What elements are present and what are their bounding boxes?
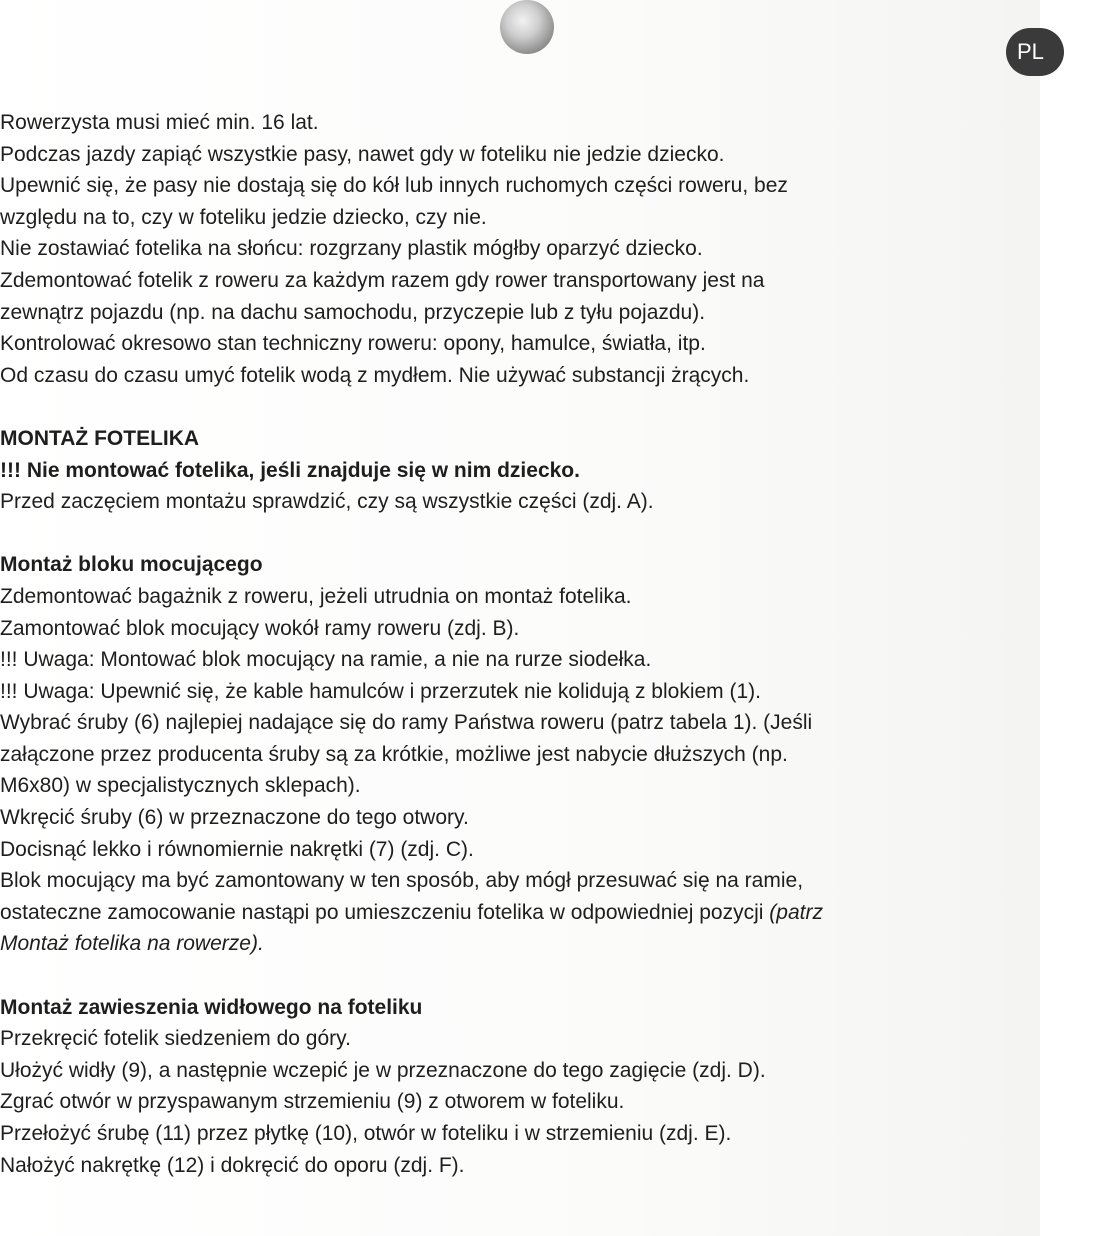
text-line: Ułożyć widły (9), a następnie wczepić je w przeznaczone do tego zagięcie (zdj. D).	[0, 1058, 766, 1082]
text-line: względu na to, czy w foteliku jedzie dziecko, czy nie.	[0, 205, 487, 229]
text-line: !!! Uwaga: Upewnić się, że kable hamulców i przerzutek nie kolidują z blokiem (1).	[0, 679, 761, 703]
text-line: Kontrolować okresowo stan techniczny roweru: opony, hamulce, światła, itp.	[0, 332, 706, 356]
text-line: Upewnić się, że pasy nie dostają się do kół lub innych ruchomych części roweru, bez	[0, 174, 788, 198]
italic-reference: Montaż fotelika na rowerze).	[0, 932, 264, 956]
section-heading-fork: Montaż zawieszenia widłowego na foteliku	[0, 995, 423, 1019]
spacer	[0, 518, 1100, 550]
text-line: Wkręcić śruby (6) w przeznaczone do tego otwory.	[0, 806, 469, 830]
text-line: Wybrać śruby (6) najlepiej nadające się do ramy Państwa roweru (patrz tabela 1). (Jeśli	[0, 711, 813, 735]
text-line: Zgrać otwór w przyspawanym strzemieniu (9) z otworem w foteliku.	[0, 1090, 625, 1114]
text-line: Rowerzysta musi mieć min. 16 lat.	[0, 111, 319, 134]
section-heading-block: Montaż bloku mocującego	[0, 553, 263, 577]
section-heading-assembly: MONTAŻ FOTELIKA	[0, 426, 200, 450]
instructions-text	[0, 107, 1100, 1181]
text-line: Przełożyć śrubę (11) przez płytkę (10), otwór w foteliku i w strzemieniu (zdj. E).	[0, 1122, 732, 1145]
text-line: Przekręcić fotelik siedzeniem do góry.	[0, 1027, 351, 1051]
text-line: załączone przez producenta śruby są za krótkie, możliwe jest nabycie dłuższych (np.	[0, 742, 788, 766]
text-line: Od czasu do czasu umyć fotelik wodą z mydłem. Nie używać substancji żrących.	[0, 363, 750, 387]
text-line: zewnątrz pojazdu (np. na dachu samochodu, przyczepie lub z tyłu pojazdu).	[0, 300, 706, 324]
spacer	[0, 960, 1100, 992]
text-line: Przed zaczęciem montażu sprawdzić, czy są wszystkie części (zdj. A).	[0, 490, 654, 514]
assembly-warning: !!! Nie montować fotelika, jeśli znajduje się w nim dziecko.	[0, 458, 580, 482]
text-line: Docisnąć lekko i równomiernie nakrętki (7) (zdj. C).	[0, 837, 474, 861]
language-badge: PL	[1006, 28, 1064, 76]
text-line: M6x80) w specjalistycznych sklepach).	[0, 774, 361, 798]
text-line: Zamontować blok mocujący wokół ramy roweru (zdj. B).	[0, 616, 520, 640]
text-line-start: ostateczne zamocowanie nastąpi po umieszczeniu fotelika w odpowiedniej pozycji	[0, 900, 770, 924]
text-line: !!! Uwaga: Montować blok mocujący na ramie, a nie na rurze siodełka.	[0, 648, 652, 672]
text-line: Blok mocujący ma być zamontowany w ten sposób, aby mógł przesuwać się na ramie,	[0, 869, 804, 893]
text-line: Nałożyć nakrętkę (12) i dokręcić do oporu (zdj. F).	[0, 1153, 465, 1177]
italic-reference: (patrz	[769, 900, 823, 924]
text-line: Podczas jazdy zapiąć wszystkie pasy, nawet gdy w foteliku nie jedzie dziecko.	[0, 142, 725, 166]
punch-hole	[500, 0, 554, 54]
text-line: Zdemontować fotelik z roweru za każdym razem gdy rower transportowany jest na	[0, 268, 765, 292]
spacer	[0, 391, 1100, 423]
text-line: Zdemontować bagażnik z roweru, jeżeli utrudnia on montaż fotelika.	[0, 584, 632, 608]
text-line	[0, 897, 1100, 929]
text-line: Nie zostawiać fotelika na słońcu: rozgrzany plastik mógłby oparzyć dziecko.	[0, 237, 703, 261]
